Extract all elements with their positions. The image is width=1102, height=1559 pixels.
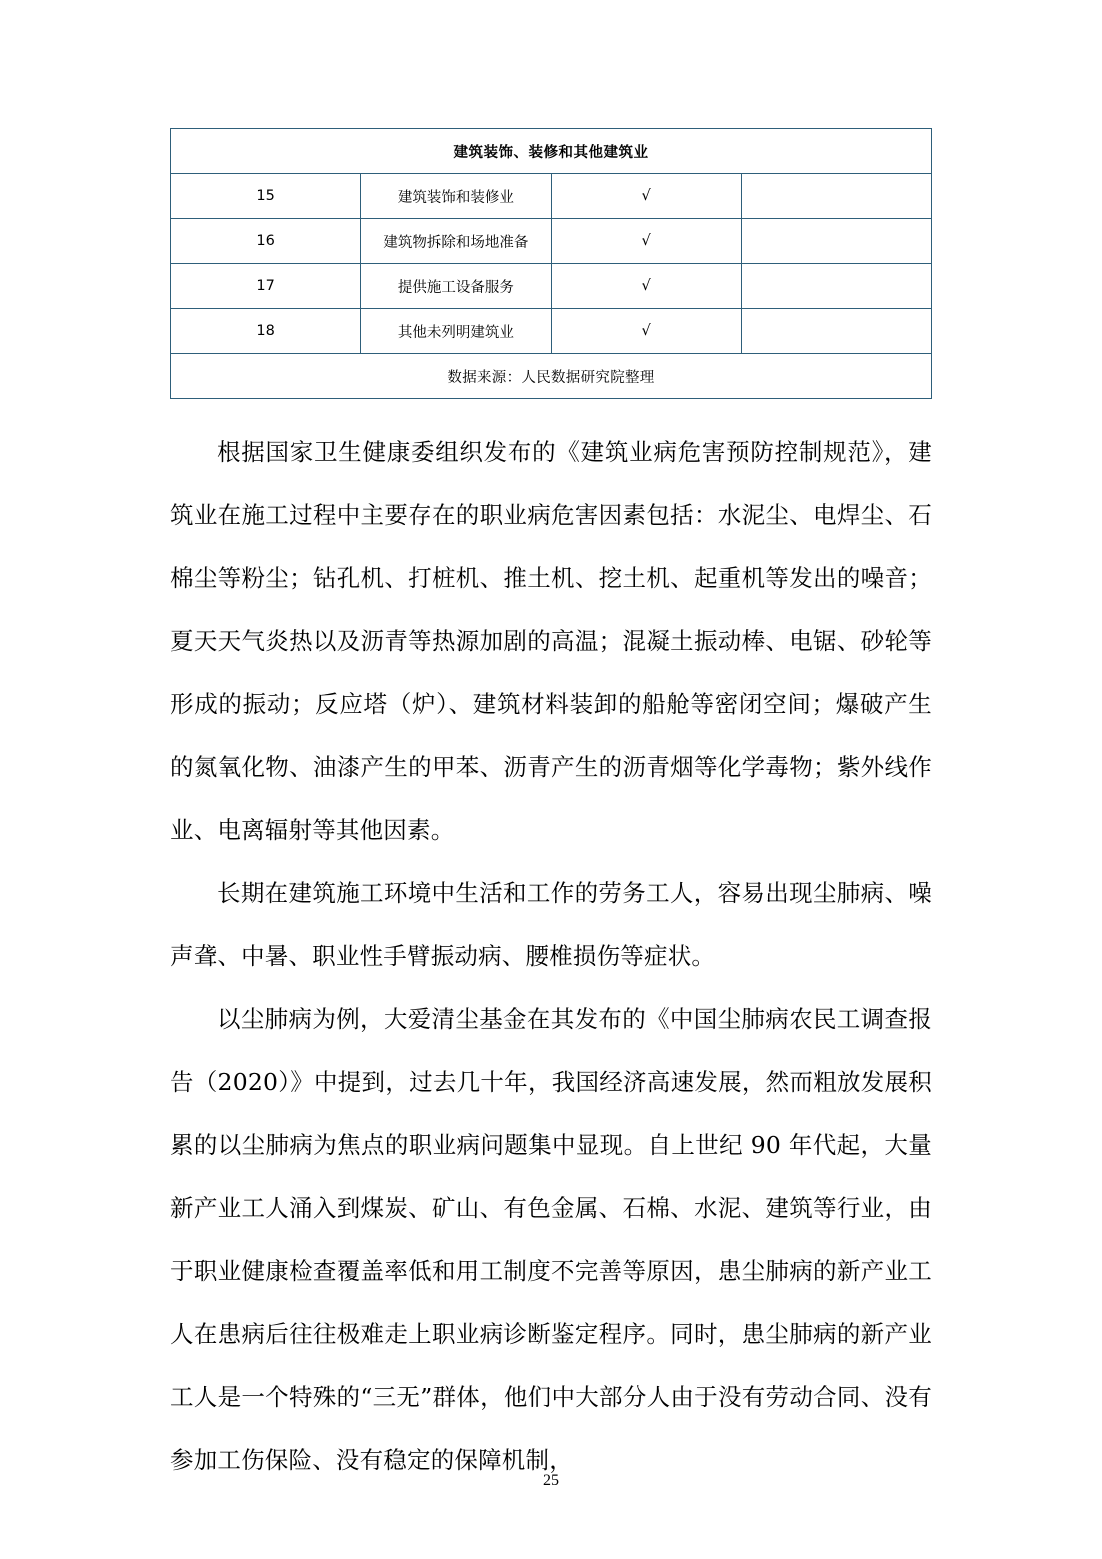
table-header-row: [171, 129, 932, 174]
row-blank: [741, 309, 931, 354]
table-row: [171, 174, 932, 219]
page-content: [170, 128, 932, 1492]
row-blank: [741, 264, 931, 309]
row-index: 17: [171, 264, 361, 309]
row-blank: [741, 174, 931, 219]
table-source: 数据来源：人民数据研究院整理: [171, 354, 932, 399]
table-row: [171, 309, 932, 354]
row-blank: [741, 219, 931, 264]
table-row: [171, 219, 932, 264]
table-title: 建筑装饰、装修和其他建筑业: [171, 129, 932, 174]
industry-table: [170, 128, 932, 399]
body-paragraph-1: 根据国家卫生健康委组织发布的《建筑业病危害预防控制规范》，建筑业在施工过程中主要存在的职业病危害因素包括：水泥尘、电焊尘、石棉尘等粉尘；钻孔机、打桩机、推土机、挖土机、起重机等发出的噪音；夏天天气炎热以及沥青等热源加剧的高温；混凝土振动棒、电锯、砂轮等形成的振动；反应塔（炉）、建筑材料装卸的船舱等密闭空间；爆破产生的氮氧化物、油漆产生的甲苯、沥青产生的沥青烟等化学毒物；紫外线作业、电离辐射等其他因素。: [170, 438, 932, 844]
table-source-row: [171, 354, 932, 399]
row-name: 提供施工设备服务: [361, 264, 551, 309]
row-mark: √: [551, 264, 741, 309]
row-name: 其他未列明建筑业: [361, 309, 551, 354]
page-number: 25: [543, 1472, 559, 1489]
row-index: 15: [171, 174, 361, 219]
row-mark: √: [551, 309, 741, 354]
table-row: [171, 264, 932, 309]
row-mark: √: [551, 174, 741, 219]
body-paragraph-2: 长期在建筑施工环境中生活和工作的劳务工人，容易出现尘肺病、噪声聋、中暑、职业性手臂振动病、腰椎损伤等症状。: [170, 879, 932, 970]
row-name: 建筑装饰和装修业: [361, 174, 551, 219]
row-name: 建筑物拆除和场地准备: [361, 219, 551, 264]
body-paragraph-3: 以尘肺病为例，大爱清尘基金在其发布的《中国尘肺病农民工调查报告（2020）》中提到，过去几十年，我国经济高速发展，然而粗放发展积累的以尘肺病为焦点的职业病问题集中显现。自上世纪 90 年代起，大量新产业工人涌入到煤炭、矿山、有色金属、石棉、水泥、建筑等行业，由于职业健康检查覆盖率低和用工制度不完善等原因，患尘肺病的新产业工人在患病后往往极难走上职业病诊断鉴定程序。同时，患尘肺病的新产业工人是一个特殊的“三无”群体，他们中大部分人由于没有劳动合同、没有参加工伤保险、没有稳定的保障机制，: [170, 1005, 932, 1474]
row-index: 16: [171, 219, 361, 264]
row-mark: √: [551, 219, 741, 264]
row-index: 18: [171, 309, 361, 354]
